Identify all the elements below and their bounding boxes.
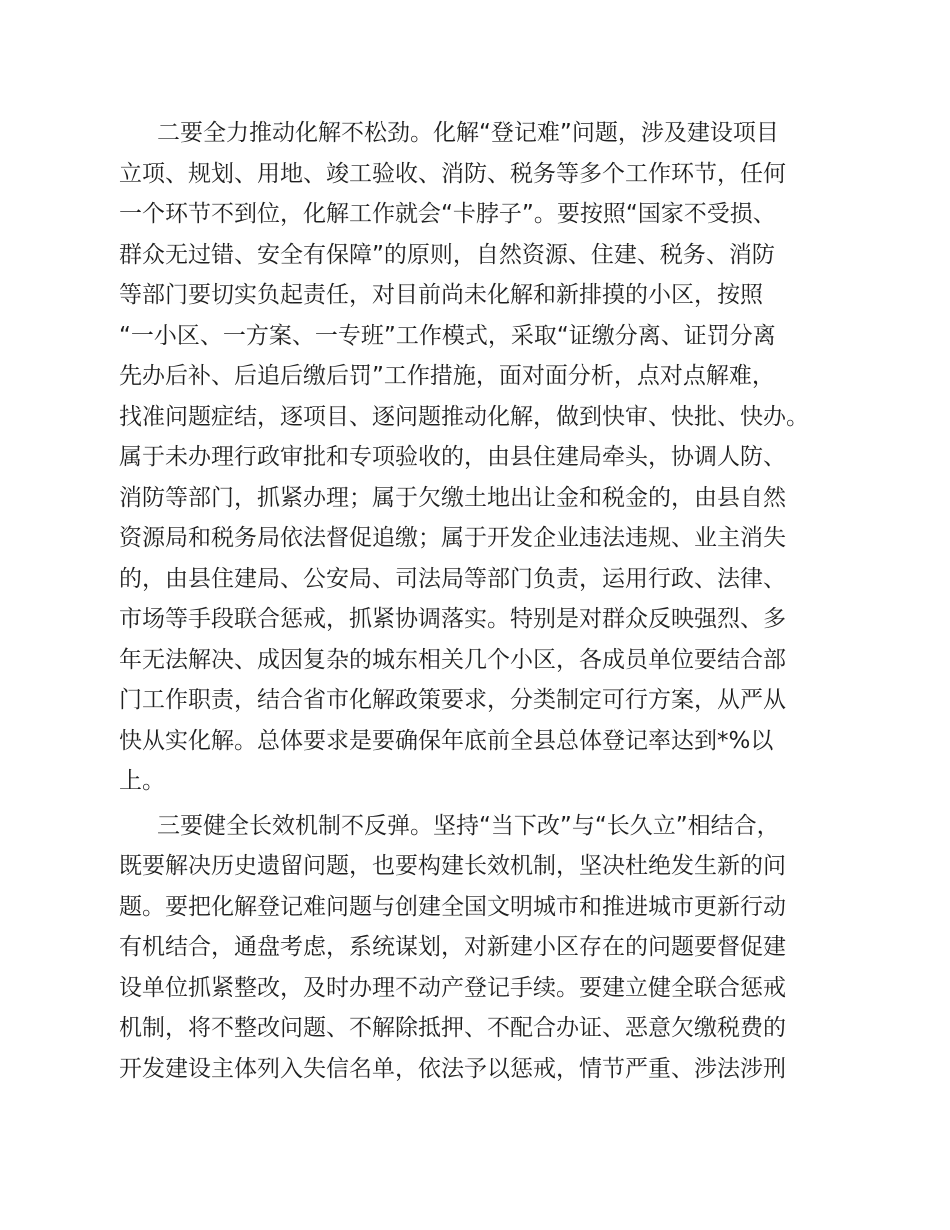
text-line: 消防等部门，抓紧办理；属于欠缴土地出让金和税金的，由县自然 — [119, 484, 786, 511]
text-line: 一个环节不到位，化解工作就会“卡脖子”。要按照“国家不受损、 — [119, 201, 776, 227]
text-line: 立项、规划、用地、竣工验收、消防、税务等多个工作环节，任何 — [119, 160, 786, 187]
text-line: 群众无过错、安全有保障”的原则，自然资源、住建、税务、消防 — [119, 241, 775, 268]
paragraph-2-promote-resolution — [119, 113, 843, 802]
text-line: 题。要把化解登记难问题与创建全国文明城市和推进城市更新行动 — [119, 893, 786, 920]
text-line: 三要健全长效机制不反弹。坚持“当下改”与“长久立”相结合， — [157, 812, 780, 839]
text-line: 先办后补、后追后缴后罚”工作措施，面对面分析，点对点解难， — [119, 363, 775, 389]
text-line: 快从实化解。总体要求是要确保年底前全县总体登记率达到*%以 — [119, 727, 774, 754]
text-line: 的，由县住建局、公安局、司法局等部门负责，运用行政、法律、 — [119, 565, 786, 592]
text-line: 属于未办理行政审批和专项验收的，由县住建局牵头，协调人防、 — [119, 444, 786, 470]
text-line: 年无法解决、成因复杂的城东相关几个小区，各成员单位要结合部 — [119, 646, 786, 673]
text-line: 设单位抓紧整改，及时办理不动产登记手续。要建立健全联合惩戒 — [119, 974, 786, 1001]
text-line: 市场等手段联合惩戒，抓紧协调落实。特别是对群众反映强烈、多 — [119, 606, 786, 632]
text-line: 门工作职责，结合省市化解政策要求，分类制定可行方案，从严从 — [119, 687, 786, 713]
text-line: 既要解决历史遗留问题，也要构建长效机制，坚决杜绝发生新的问 — [119, 853, 786, 879]
paragraph-3-long-term-mechanism — [119, 806, 843, 1090]
text-line: “一小区、一方案、一专班”工作模式，采取“证缴分离、证罚分离 — [119, 322, 776, 349]
text-line: 有机结合，通盘考虑，系统谋划，对新建小区存在的问题要督促建 — [119, 934, 786, 960]
document-body — [119, 113, 843, 1089]
text-line: 二要全力推动化解不松劲。化解“登记难”问题，涉及建设项目 — [157, 120, 779, 146]
text-line: 开发建设主体列入失信名单，依法予以惩戒，情节严重、涉法涉刑 — [119, 1055, 786, 1082]
text-line: 资源局和税务局依法督促追缴；属于开发企业违法违规、业主消失 — [119, 525, 786, 551]
text-line: 上。 — [119, 768, 165, 794]
text-line: 等部门要切实负起责任，对目前尚未化解和新排摸的小区，按照 — [119, 282, 763, 308]
text-line: 机制，将不整改问题、不解除抵押、不配合办证、恶意欠缴税费的 — [119, 1015, 786, 1041]
text-line: 找准问题症结，逐项目、逐问题推动化解，做到快审、快批、快办。 — [119, 403, 809, 430]
